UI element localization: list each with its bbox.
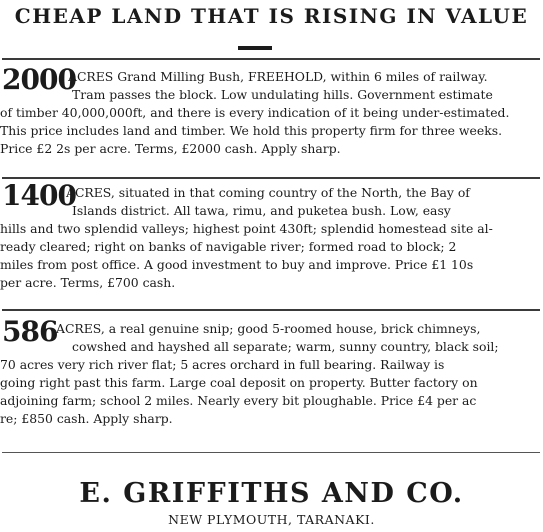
listing-line: miles from post office. A good investment to buy and improve. Price £1 10s: [0, 257, 474, 272]
firm-location: NEW PLYMOUTH, TARANAKI.: [168, 512, 375, 527]
decorative-dash: [238, 46, 272, 50]
listing-line: ready cleared; right on banks of navigable river; formed road to block; 2: [0, 239, 457, 254]
listing-line: cowshed and hayshed all separate; warm, sunny country, black soil;: [72, 339, 499, 354]
acreage-number: 1400: [2, 179, 76, 212]
listing-line: Tram passes the block. Low undulating hills. Government estimate: [72, 87, 493, 102]
listing-line: going right past this farm. Large coal deposit on property. Butter factory on: [0, 375, 478, 390]
acreage-number: 2000: [2, 63, 76, 96]
listing-line: of timber 40,000,000ft, and there is every indication of it being under-estimated.: [0, 105, 510, 120]
listing-line: Islands district. All tawa, rimu, and puketea bush. Low, easy: [72, 203, 451, 218]
listing-line: 70 acres very rich river flat; 5 acres orchard in full bearing. Railway is: [0, 357, 445, 372]
headline: CHEAP LAND THAT IS RISING IN VALUE: [14, 4, 529, 28]
divider-rule: [2, 452, 540, 453]
listing-1400-acres: [0, 179, 540, 292]
listing-line: Price £2 2s per acre. Terms, £2000 cash. Apply sharp.: [0, 141, 341, 156]
divider-rule: [2, 58, 540, 60]
listing-line: ACRES Grand Milling Bush, FREEHOLD, within 6 miles of railway.: [68, 69, 488, 84]
firm-name: E. GRIFFITHS AND CO.: [79, 478, 464, 509]
listing-line: hills and two splendid valleys; highest point 430ft; splendid homestead site al-: [0, 221, 493, 236]
listing-line: per acre. Terms, £700 cash.: [0, 275, 176, 290]
acreage-number: 586: [2, 315, 58, 348]
listing-586-acres: [0, 315, 540, 428]
listing-line: ACRES, situated in that coming country of the North, the Bay of: [66, 185, 470, 200]
listing-line: re; £850 cash. Apply sharp.: [0, 411, 173, 426]
listing-line: ACRES, a real genuine snip; good 5-roomed house, brick chimneys,: [56, 321, 481, 336]
listing-line: This price includes land and timber. We hold this property firm for three weeks.: [0, 123, 503, 138]
listing-2000-acres: [0, 63, 540, 158]
listing-line: adjoining farm; school 2 miles. Nearly every bit ploughable. Price £4 per ac: [0, 393, 477, 408]
divider-rule: [2, 177, 540, 179]
divider-rule: [2, 309, 540, 311]
